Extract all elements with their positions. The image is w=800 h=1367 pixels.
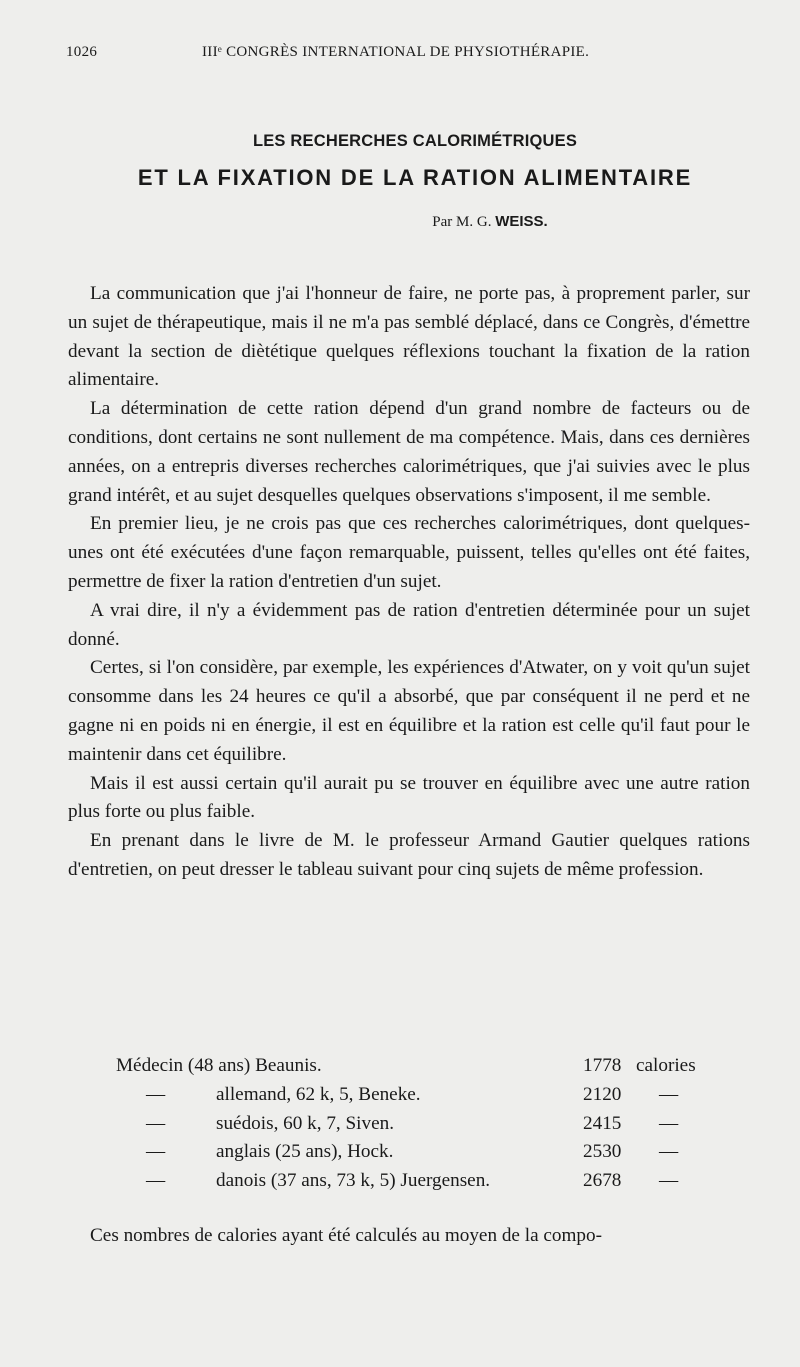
table-calories: 2678 (583, 1170, 622, 1192)
ration-table (116, 1052, 716, 1196)
closing-line: Ces nombres de calories ayant été calculés au moyen de la compo- (90, 1225, 603, 1246)
author-name: WEISS. (495, 213, 548, 230)
byline-prefix: Par M. G. (432, 214, 492, 230)
paragraph: A vrai dire, il n'y a évidemment pas de ration d'entretien déterminée pour un sujet donné. (68, 599, 750, 650)
table-subject: suédois, 60 k, 7, Siven. (216, 1112, 395, 1134)
table-unit: — (659, 1170, 679, 1192)
byline (60, 213, 770, 231)
paragraph: Certes, si l'on considère, par exemple, les expériences d'Atwater, on y voit qu'un sujet consomme dans les 24 heures ce qu'il a absorbé, que par conséquent il ne perd et ne gagne ni en poids ni en énergie, il est en équilibre et la ration est celle qu'il faut pour le maintenir dans cet équilibre. (68, 657, 750, 765)
table-unit: — (659, 1112, 679, 1134)
paragraph: La communication que j'ai l'honneur de faire, ne porte pas, à proprement parler, sur un sujet de thérapeutique, mais il ne m'a pas semblé déplacé, dans ce Congrès, d'émettre devant la section de diètétique quelques réflexions touchant la fixation de la ration alimentaire. (68, 283, 750, 391)
table-unit: — (659, 1141, 679, 1163)
paragraph: La détermination de cette ration dépend d'un grand nombre de facteurs ou de conditions, dont certains ne sont nullement de ma compétence. Mais, dans ces dernières années, on a entrepris diverses recherches calorimétriques, que j'ai suivies avec le plus grand intérêt, et au sujet desquelles quelques observations s'imposent, il me semble. (68, 398, 750, 506)
table-unit: — (659, 1083, 679, 1105)
article-kicker: LES RECHERCHES CALORIMÉTRIQUES (252, 132, 578, 150)
table-calories: 2415 (583, 1112, 622, 1134)
table-row (116, 1110, 716, 1139)
table-row (116, 1081, 716, 1110)
table-row (116, 1138, 716, 1167)
article-title: ET LA FIXATION DE LA RATION ALIMENTAIRE (137, 165, 693, 190)
table-subject: Médecin (48 ans) Beaunis. (116, 1055, 322, 1076)
article-body (68, 280, 750, 885)
table-subject: allemand, 62 k, 5, Beneke. (216, 1083, 421, 1105)
table-row (116, 1052, 716, 1081)
table-calories: 1778 (583, 1055, 622, 1076)
table-ditto: — (146, 1112, 166, 1134)
table-calories: 2530 (583, 1141, 622, 1163)
article-header (60, 132, 770, 231)
running-title: IIIᵉ CONGRÈS INTERNATIONAL DE PHYSIOTHÉRAPIE. (202, 44, 590, 60)
paragraph: Mais il est aussi certain qu'il aurait pu se trouver en équilibre avec une autre ration plus forte ou plus faible. (68, 772, 750, 823)
table-calories: 2120 (583, 1083, 622, 1105)
table-ditto: — (146, 1141, 166, 1163)
table-ditto: — (146, 1170, 166, 1192)
paragraph: En prenant dans le livre de M. le professeur Armand Gautier quelques rations d'entretien, on peut dresser le tableau suivant pour cinq sujets de même profession. (68, 830, 750, 880)
table-unit: calories (636, 1055, 696, 1076)
table-row (116, 1167, 716, 1196)
table-subject: danois (37 ans, 73 k, 5) Juergensen. (216, 1170, 491, 1192)
table-ditto: — (146, 1083, 166, 1105)
paragraph: En premier lieu, je ne crois pas que ces recherches calorimétriques, dont quelques-unes ont été exécutées d'une façon remarquable, puissent, telles qu'elles ont été faites, permettre de fixer la ration d'entretien d'un sujet. (68, 513, 750, 592)
table-subject: anglais (25 ans), Hock. (216, 1141, 394, 1163)
page-number: 1026 (66, 44, 98, 60)
